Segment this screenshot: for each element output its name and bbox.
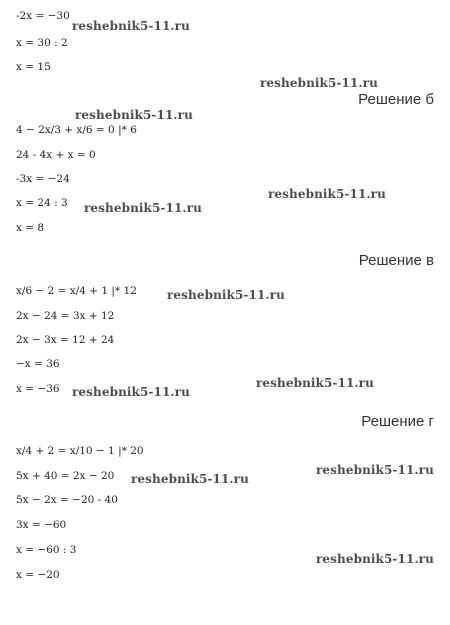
watermark: reshebnik5-11.ru	[72, 385, 190, 399]
equation-line: x = 30 : 2	[16, 37, 68, 49]
watermark: reshebnik5-11.ru	[256, 376, 374, 390]
equation-line: x = −20	[16, 569, 60, 581]
equation-line: −x = 36	[16, 358, 60, 370]
watermark: reshebnik5-11.ru	[260, 76, 378, 90]
section-heading-g: Решение г	[361, 413, 434, 430]
equation-line: x = −36	[16, 383, 60, 395]
watermark: reshebnik5-11.ru	[167, 288, 285, 302]
section-heading-v: Решение в	[358, 252, 434, 269]
watermark: reshebnik5-11.ru	[316, 552, 434, 566]
section-heading-b: Решение б	[358, 91, 434, 108]
watermark: reshebnik5-11.ru	[131, 472, 249, 486]
equation-line: x/6 − 2 = x/4 + 1 |* 12	[16, 285, 137, 297]
watermark: reshebnik5-11.ru	[268, 187, 386, 201]
equation-line: 2x − 24 = 3x + 12	[16, 310, 115, 322]
equation-line: x = 8	[16, 222, 45, 234]
watermark: reshebnik5-11.ru	[75, 108, 193, 122]
equation-line: 4 − 2x/3 + x/6 = 0 |* 6	[16, 124, 137, 136]
watermark: reshebnik5-11.ru	[84, 201, 202, 215]
equation-line: 2x − 3x = 12 + 24	[16, 334, 115, 346]
equation-line: 5x + 40 = 2x − 20	[16, 470, 115, 482]
equation-line: x = 24 : 3	[16, 197, 68, 209]
equation-line: x/4 + 2 = x/10 − 1 |* 20	[16, 445, 144, 457]
equation-line: x = −60 : 3	[16, 544, 77, 556]
watermark: reshebnik5-11.ru	[72, 19, 190, 33]
equation-line: 3x = −60	[16, 519, 67, 531]
equation-line: -3x = −24	[16, 173, 70, 185]
equation-line: x = 15	[16, 61, 51, 73]
watermark: reshebnik5-11.ru	[316, 463, 434, 477]
equation-line: 5x − 2x = −20 - 40	[16, 494, 118, 506]
equation-line: 24 - 4x + x = 0	[16, 149, 96, 161]
equation-line: -2x = −30	[16, 10, 70, 22]
